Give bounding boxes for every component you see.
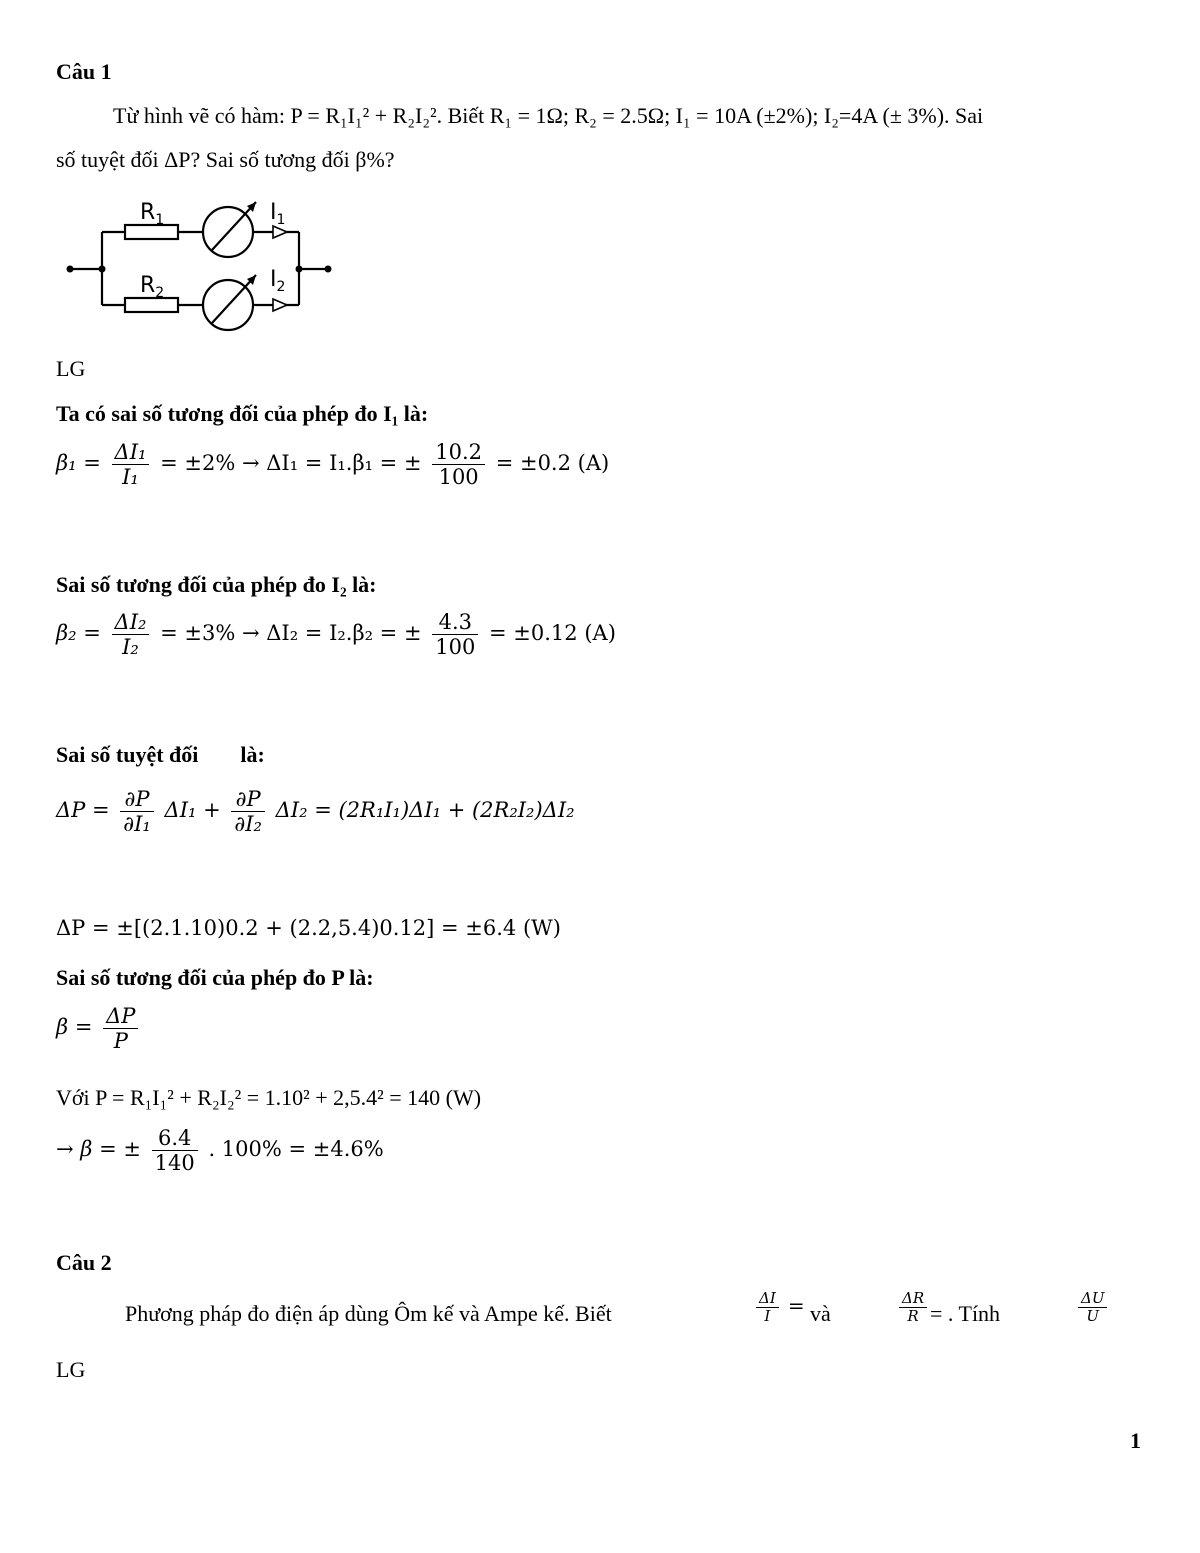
resistor-r1 [125, 225, 178, 239]
parallel-circuit-diagram [60, 192, 350, 337]
q1-problem-line2: số tuyệt đối ΔP? Sai số tương đối β%? [56, 147, 395, 172]
equation-beta-result: → β = ± $\frac{6.4}{140}$ . 100% = ±4.6% [56, 1126, 384, 1176]
equation-beta2: β₂ = $\frac{\text{ΔI₂}}{\text{I₂}}$ = ±3% → ΔI₂ = I₂.β₂ = ± $\frac{4.3}{100}$ = ±0.12 (A) [56, 610, 616, 660]
page-number: 1 [1130, 1428, 1141, 1453]
equation-delta-p-value: ΔP = ±[(2.1.10)0.2 + (2.2,5.4)0.12] = ±6.4 (W) [56, 916, 561, 940]
resistor-r2 [125, 298, 178, 312]
equation-beta1: β₁ = $\frac{\text{ΔI₁}}{\text{I₁}}$ = ±2% → ΔI₁ = I₁.β₁ = ± $\frac{10.2}{100}$ = ±0.2 (A) [56, 440, 610, 490]
equation-beta-ratio: β = $\frac{\Delta P}{P}$ [56, 1004, 142, 1053]
label-r2: R [140, 273, 156, 298]
label-r1: R [140, 200, 156, 225]
q2-title: Câu 2 [56, 1250, 112, 1275]
current-arrow-2 [273, 299, 287, 311]
q2-fraction-dr-r: $\frac{\Delta R}{R}$ [895, 1290, 931, 1326]
q2-fraction-di-i: $\frac{\Delta I}{I}$ = [752, 1290, 805, 1326]
q2-problem-text: Phương pháp đo điện áp dùng Ôm kế và Ampe kế. Biết [125, 1301, 612, 1326]
equation-p-value: Với P = R₁I₁² + R₂I₂² = 1.10² + 2,5.4² = 140 (W) [56, 1085, 482, 1110]
svg-text:R2: $R_2$ [140, 273, 165, 301]
equation-delta-p-formula: ΔP = $\frac{\partial P}{\text{∂I₁}}$ ΔI₁ + $\frac{\partial P}{\text{∂I₂}}$ ΔI₂ = (2R₁I₁)ΔI₁ + (2R₂I₂)ΔI₂ [56, 787, 575, 837]
q1-lg-label: LG [56, 356, 86, 381]
q2-and: và [810, 1301, 831, 1326]
q1-problem-line1: Từ hình vẽ có hàm: P = R₁I₁² + R₂I₂². Biết R₁ = 1Ω; R₂ = 2.5Ω; I₁ = 10A (±2%); I₂=4A (± 3%). Sai [113, 103, 984, 128]
q2-tinh: = . Tính [930, 1301, 1001, 1326]
svg-text:I2: $I_2$ [270, 267, 286, 295]
q1-step1-label: Ta có sai số tương đối của phép đo I₁ là: [56, 401, 429, 426]
q1-step2-label: Sai số tương đối của phép đo I₂ là: [56, 572, 377, 597]
svg-text:I1: $I_1$ [270, 200, 286, 228]
q1-step4-label: Sai số tương đối của phép đo P là: [56, 965, 374, 990]
q1-title: Câu 1 [56, 59, 112, 84]
label-i1: I [270, 200, 277, 225]
svg-text:R1: $R_1$ [140, 200, 165, 228]
q2-lg-label: LG [56, 1357, 86, 1382]
q2-fraction-du-u: $\frac{\Delta U}{U}$ [1074, 1290, 1111, 1326]
q1-step3-label: Sai số tuyệt đối là: [56, 742, 265, 767]
label-i2: I [270, 267, 277, 292]
